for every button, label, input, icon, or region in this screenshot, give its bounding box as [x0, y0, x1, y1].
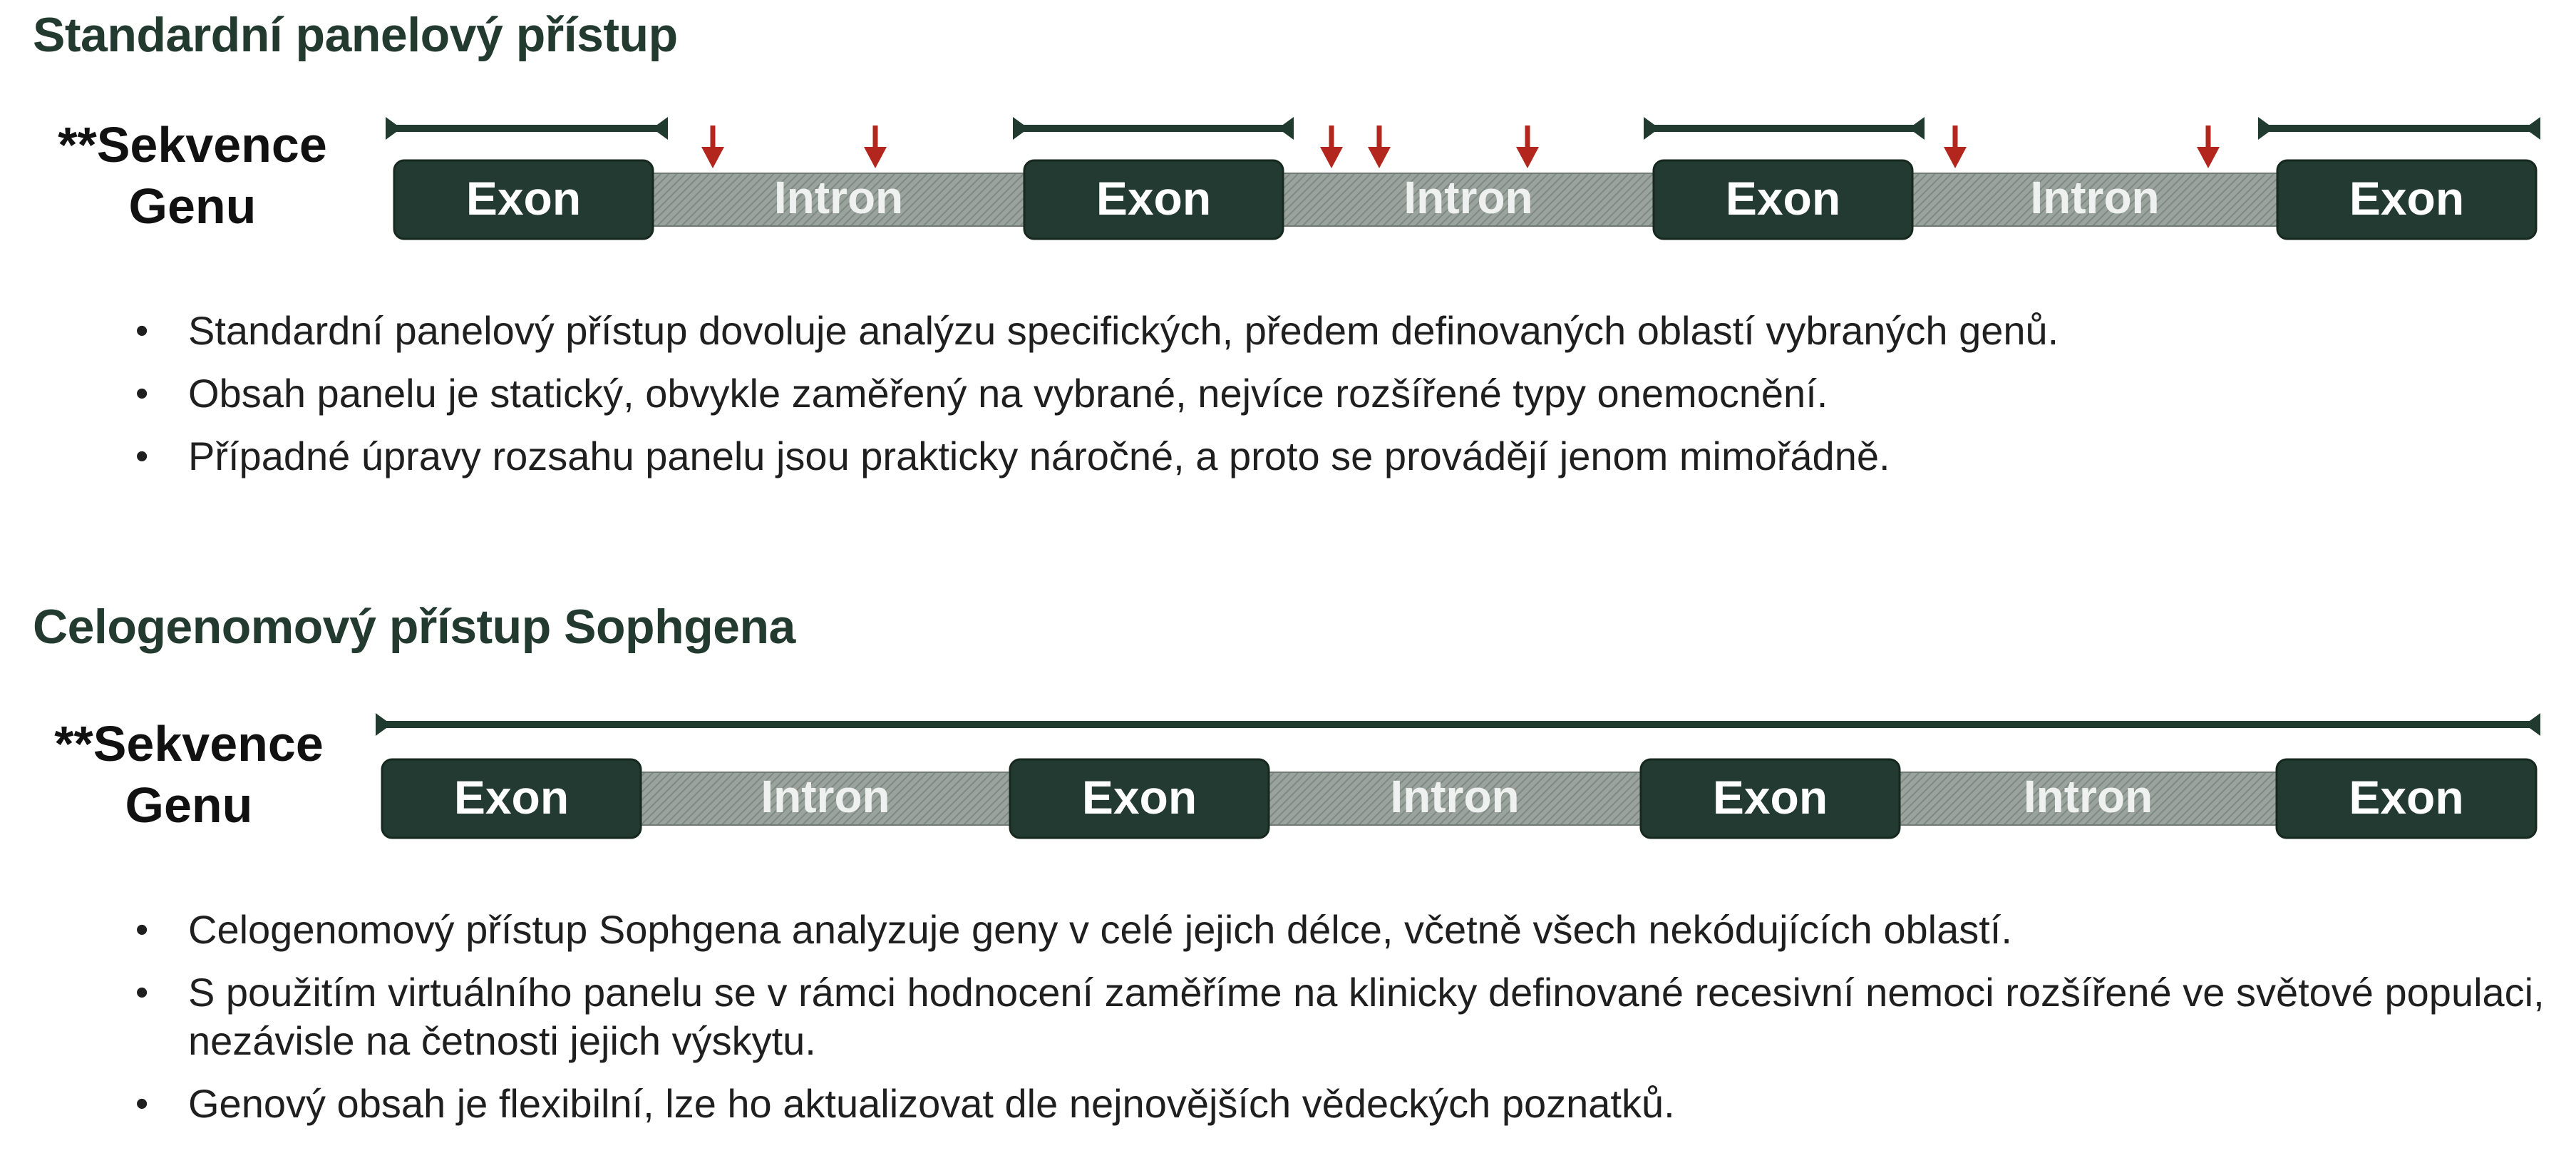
- section-title-standard: Standardní panelový přístup: [33, 8, 678, 62]
- section-title-whole-genome: Celogenomový přístup Sophgena: [33, 600, 795, 654]
- bullet-list-standard: [135, 307, 2545, 495]
- intron-label: Intron: [1390, 771, 1520, 822]
- bullet-item: • Standardní panelový přístup dovoluje analýzu specifických, předem definovaných oblastí vybraných genů.: [135, 307, 2545, 355]
- gene-diagram-whole-genome: [0, 699, 2576, 863]
- gene-label-line1: **Sekvence: [58, 117, 327, 173]
- coverage-bracket: [386, 117, 668, 140]
- exon-label: Exon: [2349, 771, 2464, 824]
- bullet-item: • Případné úpravy rozsahu panelu jsou prakticky náročné, a proto se provádějí jenom mimořádně.: [135, 432, 2545, 481]
- bullet-list-whole-genome: [135, 906, 2545, 1142]
- gene-bar: [382, 759, 2536, 838]
- bullet-item: • Genový obsah je flexibilní, lze ho aktualizovat dle nejnovějších vědeckých poznatků.: [135, 1080, 2545, 1128]
- variant-arrow: [864, 125, 887, 168]
- gene-label-line2: Genu: [128, 178, 257, 234]
- variant-arrow: [1944, 125, 1967, 168]
- coverage-bracket: [1013, 117, 1294, 140]
- coverage-bracket: [1644, 117, 1925, 140]
- intron-label: Intron: [761, 771, 890, 822]
- coverage-bracket: [376, 713, 2540, 736]
- intron-label: Intron: [1403, 172, 1533, 223]
- exon-label: Exon: [465, 172, 582, 225]
- intron-label: Intron: [2030, 172, 2160, 223]
- exon-label: Exon: [1096, 172, 1212, 225]
- variant-arrow: [1320, 125, 1343, 168]
- exon-label: Exon: [453, 771, 570, 824]
- variant-arrow: [1516, 125, 1539, 168]
- gene-diagram-standard: [0, 100, 2576, 264]
- gene-label-line2: Genu: [125, 777, 253, 833]
- exon-coverage-brackets: [386, 117, 2540, 140]
- exon-label: Exon: [1725, 172, 1841, 225]
- mutation-arrows: [701, 125, 2220, 168]
- gene-bar: [394, 160, 2536, 239]
- variant-arrow: [2197, 125, 2220, 168]
- exon-label: Exon: [1712, 771, 1828, 824]
- bullet-item: • Celogenomový přístup Sophgena analyzuje geny v celé jejich délce, včetně všech nekódujících oblastí.: [135, 906, 2545, 954]
- coverage-bracket: [2258, 117, 2540, 140]
- exon-label: Exon: [1081, 771, 1197, 824]
- gene-label-line1: **Sekvence: [54, 716, 324, 772]
- full-coverage-bracket: [376, 713, 2540, 736]
- intron-label: Intron: [773, 172, 904, 223]
- variant-arrow: [701, 125, 724, 168]
- bullet-item: • S použitím virtuálního panelu se v rámci hodnocení zaměříme na klinicky definované recesivní nemoci rozšířené ve světové populaci, nezávisle na četnosti jejich výskytu.: [135, 968, 2545, 1065]
- exon-label: Exon: [2349, 172, 2465, 225]
- bullet-item: • Obsah panelu je statický, obvykle zaměřený na vybrané, nejvíce rozšířené typy onemocnění.: [135, 369, 2545, 418]
- variant-arrow: [1368, 125, 1391, 168]
- intron-label: Intron: [2023, 771, 2153, 822]
